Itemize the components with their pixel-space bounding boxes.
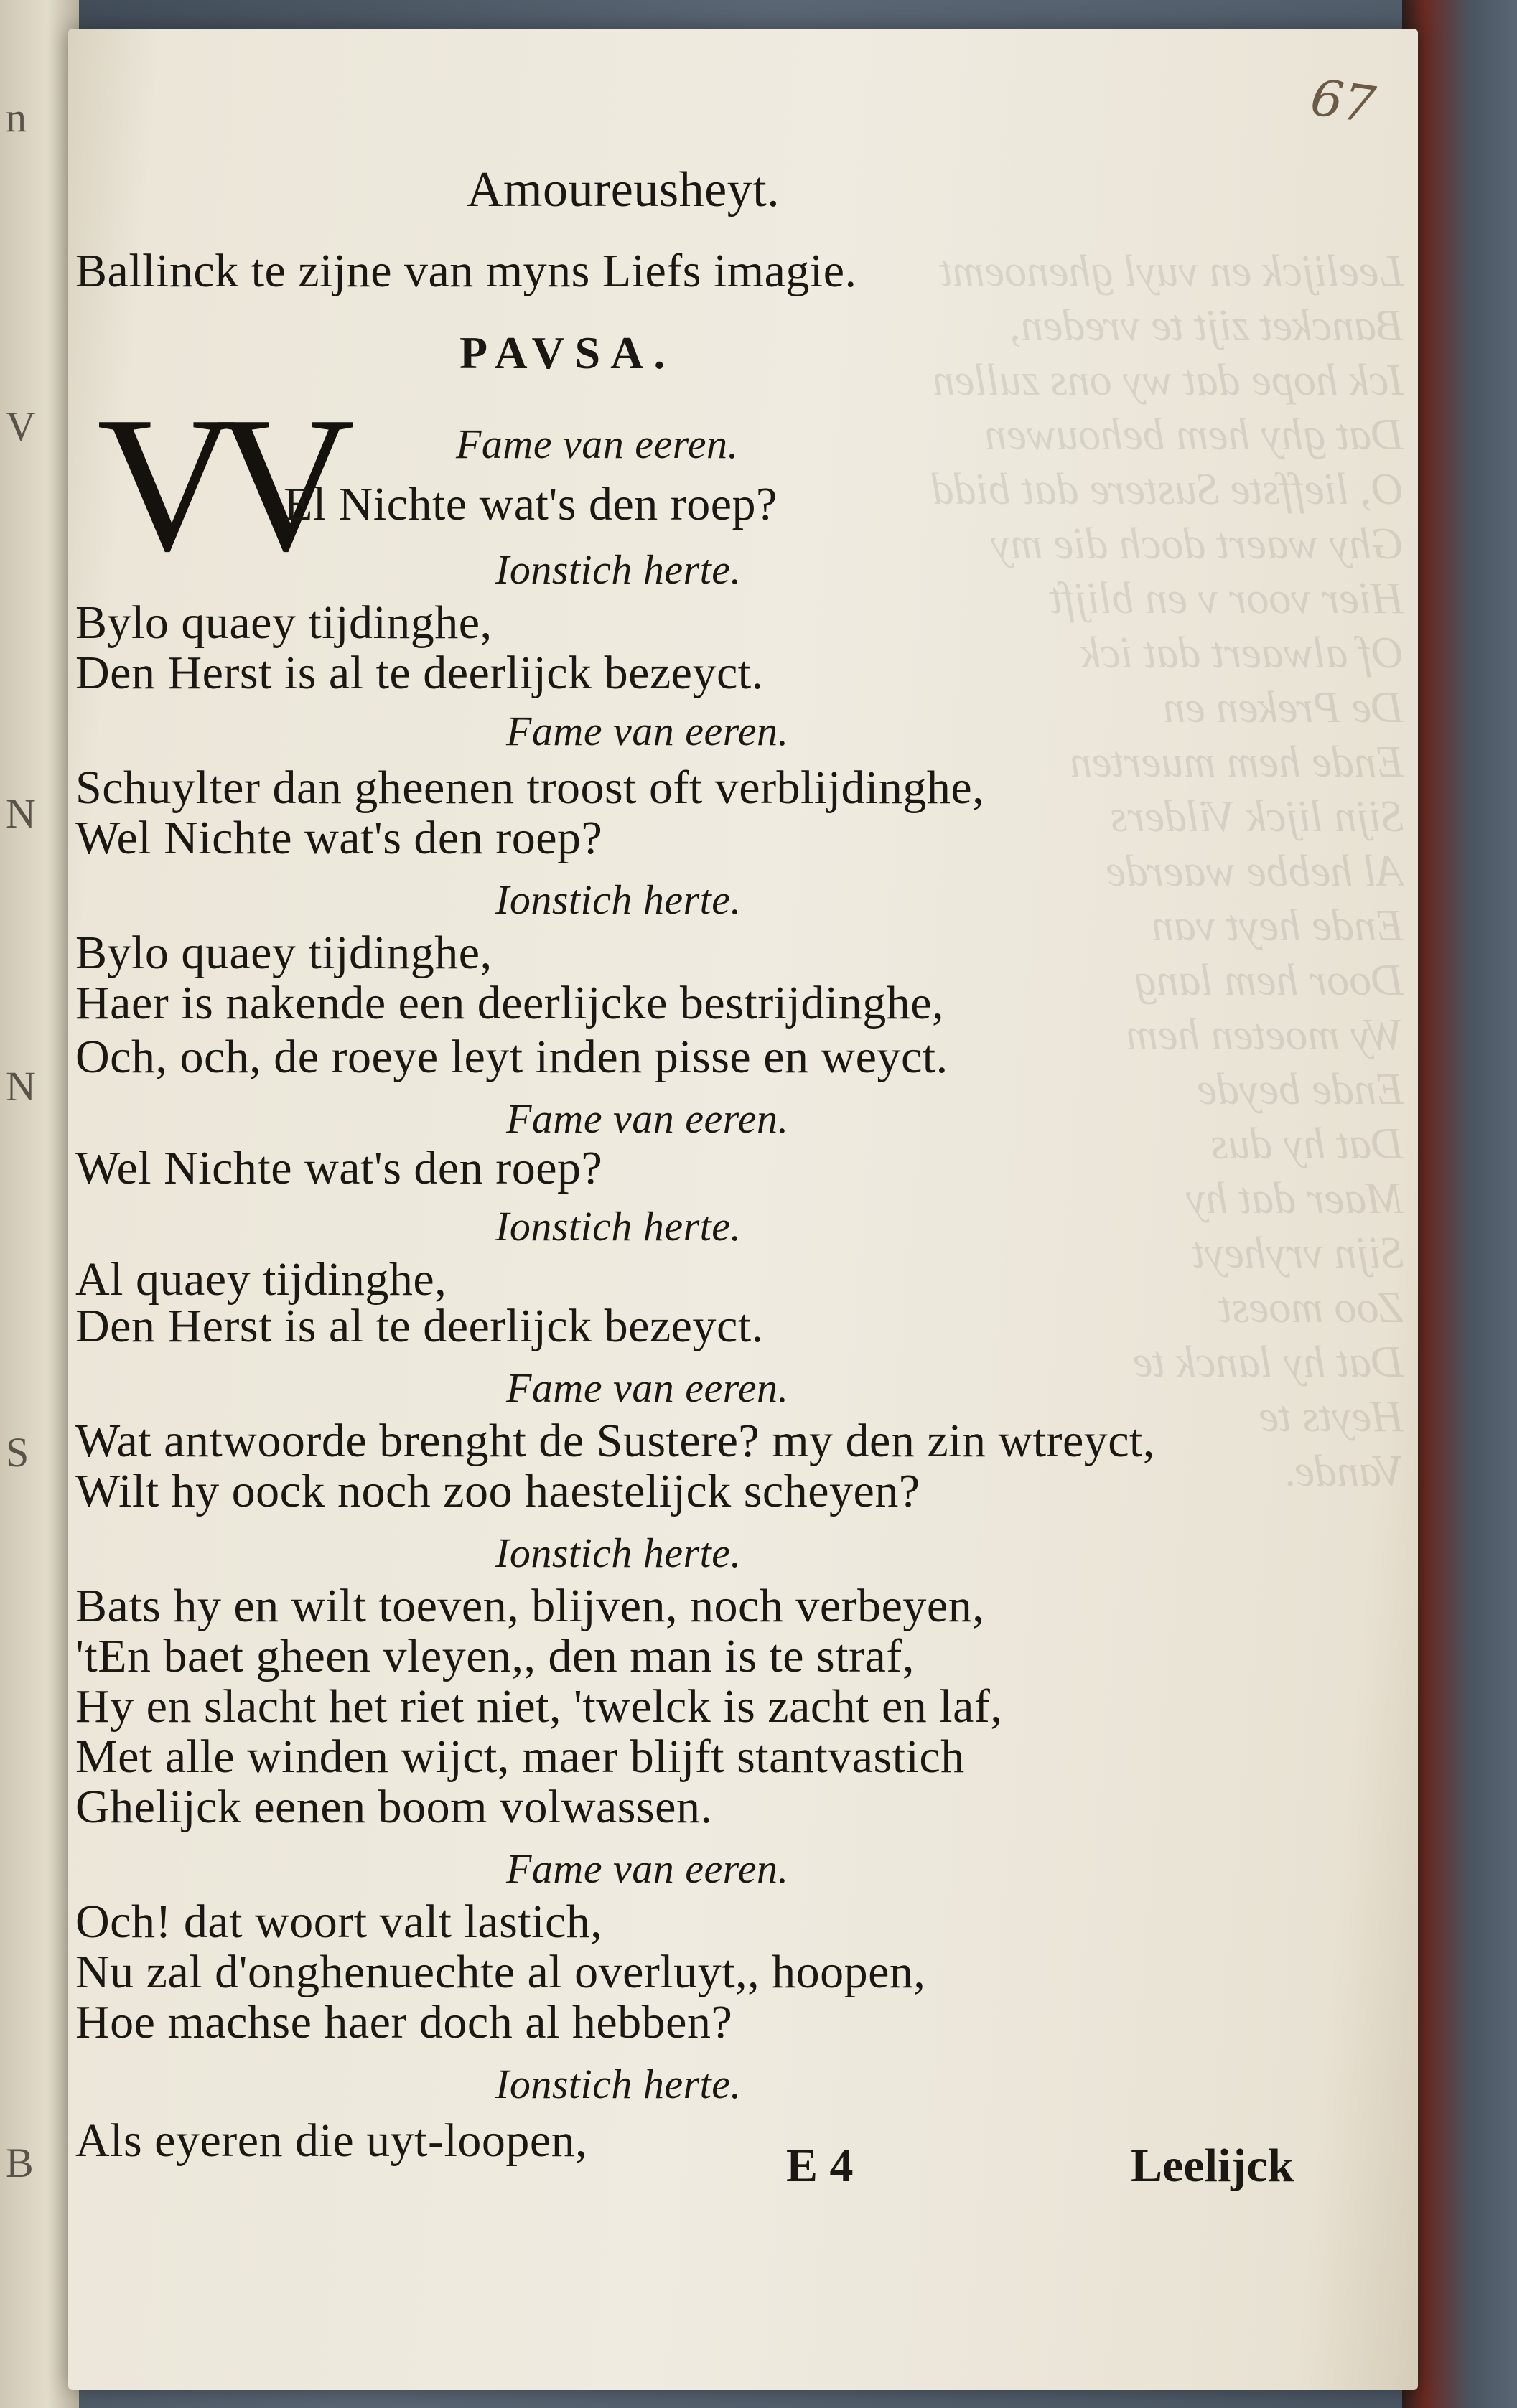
show-through-text: Leelijck en vuyl ghenoemt Bancket zijt te vreden, Ick hope dat wy ons zullen Dat ghy hem behouwen O, lieffste Sustere dat bidd Ghy waert doch die my Hier voor v en blijft Of alwaert dat ick De Preken en Ende hem muerten Sijn lijck Vilders Al hebbe waerde Ende heyt van Door hem lang Wy moeten hem Ende beyde Dat hy dus Maer dat hy Sijn vryheyt Zoo moest Dat hy lanck te Heyts te Vande. [931,247,1404,1496]
facing-page-edge: n V N N S B [0,0,79,2408]
verse-line: Hy en slacht het riet niet, 'twelck is zacht en laf, [75,1680,1003,1733]
verse-line: Ghelijck eenen boom volwassen. [75,1781,713,1833]
verse-line: Met alle winden wijct, maer blijft stantvastich [75,1730,965,1783]
speaker-label: Fame van eeren. [506,1845,789,1892]
verse-line: Al quaey tijdinghe, [75,1253,447,1306]
verse-line: Schuylter dan gheenen troost oft verblijdinghe, [75,762,985,814]
verse-line: Och! dat woort valt lastich, [75,1896,603,1948]
verse-line: Bylo quaey tijdinghe, [75,927,493,979]
verse-line: Wel Nichte wat's den roep? [75,1142,603,1194]
verse-line: Wel Nichte wat's den roep? [75,812,603,864]
verse-line: Den Herst is al te deerlijck bezeyct. [75,1300,764,1352]
verse-line: Bylo quaey tijdinghe, [75,596,493,649]
speaker-label: Ionstich herte. [495,546,742,593]
book-cover-edge [1402,0,1517,2408]
speaker-label: Fame van eeren. [506,1364,789,1411]
page-text [68,29,1418,2390]
verse-line: Hoe machse haer doch al hebben? [75,1996,733,2048]
verse-line: Bats hy en wilt toeven, blijven, noch verbeyen, [75,1580,985,1632]
verse-line: 'tEn baet gheen vleyen,, den man is te straf, [75,1630,915,1682]
verse-line: El Nichte wat's den roep? [284,478,778,530]
verse-line: Den Herst is al te deerlijck bezeyct. [75,647,764,699]
speaker-label: Fame van eeren. [506,708,789,754]
section-heading: PAVSA. [459,327,676,378]
catchword: Leelijck [1131,2140,1294,2192]
verse-line: Nu zal d'onghenuechte al overluyt,, hoopen, [75,1946,926,1998]
speaker-label: Fame van eeren. [456,421,739,467]
book-page [68,29,1418,2390]
speaker-label: Ionstich herte. [495,1203,742,1250]
verse-line: Wilt hy oock noch zoo haestelijck scheyen? [75,1465,920,1517]
signature-mark: E 4 [786,2140,854,2192]
verse-line: Haer is nakende een deerlijcke bestrijdinghe, [75,977,944,1029]
speaker-label: Fame van eeren. [506,1095,789,1142]
drop-initial: VV [97,377,334,591]
running-head: Amoureusheyt. [467,162,780,217]
page-number-handwritten: 67 [1307,67,1379,135]
verse-line: Als eyeren die uyt-loopen, [75,2114,588,2167]
speaker-label: Ionstich herte. [495,2061,742,2107]
verse-line: Och, och, de roeye leyt inden pisse en weyct. [75,1031,948,1083]
speaker-label: Ionstich herte. [495,876,742,923]
title-line: Ballinck te zijne van myns Liefs imagie. [75,245,857,297]
verse-line: Wat antwoorde brenght de Sustere? my den zin wtreyct, [75,1415,1155,1467]
speaker-label: Ionstich herte. [495,1529,742,1576]
